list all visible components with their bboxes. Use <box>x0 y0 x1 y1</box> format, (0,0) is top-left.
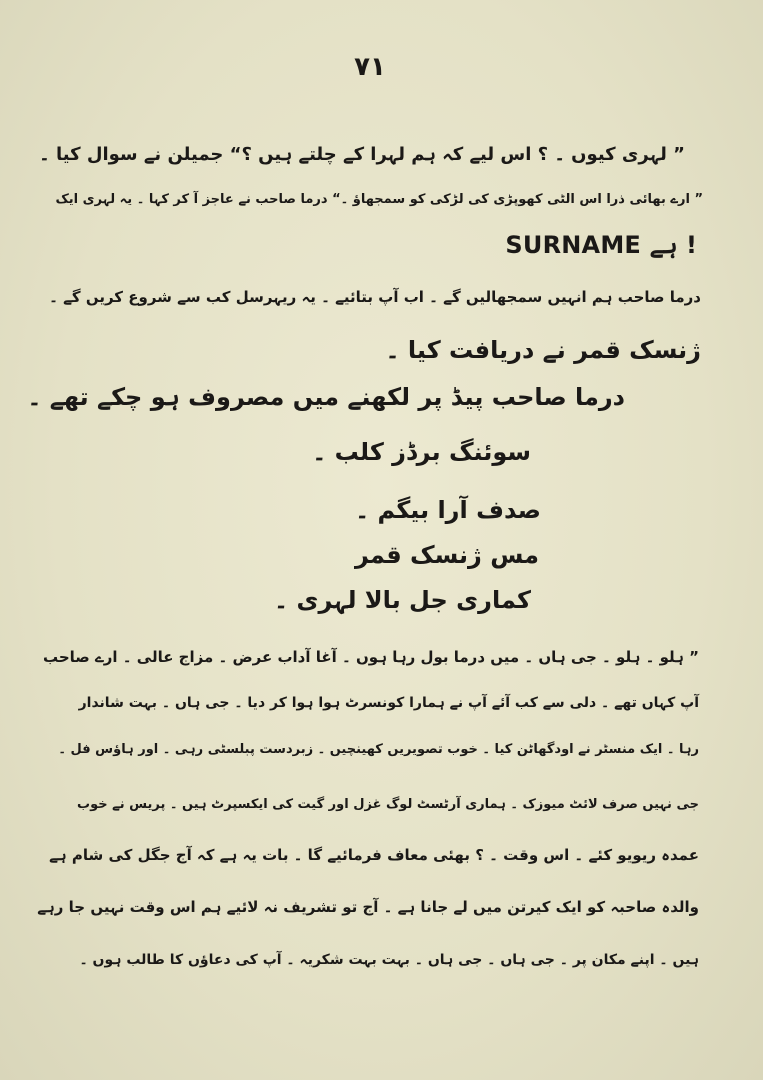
text-line-2: ” ارے بھائی ذرا اس الٹی کھوپڑی کی لڑکی کو سمجھاؤ ۔“ درما صاحب نے عاجز آ کر کہا ۔ یہ لہری ایک <box>55 192 703 207</box>
text-line-13: رہا ۔ ایک منسٹر نے اودگھاٹن کیا ۔ خوب تصویریں کھینچیں ۔ زبردست پبلسٹی رہی ۔ اور ہاؤس فل ۔ <box>58 742 699 757</box>
text-line-7: سوئنگ برڈز کلب ۔ <box>312 438 531 466</box>
text-line-17: ہیں ۔ اپنے مکان پر ۔ جی ہاں ۔ جی ہاں ۔ بہت بہت شکریہ ۔ آپ کی دعاؤں کا طالب ہوں ۔ <box>79 952 699 968</box>
text-line-14: جی نہیں صرف لائٹ میوزک ۔ ہماری آرٹسٹ لوگ غزل اور گیت کی ایکسپرٹ ہیں ۔ پریس نے خوب <box>77 797 699 812</box>
text-line-9: مس ژنسک قمر <box>354 541 539 569</box>
text-line-10: کماری جل بالا لہری ۔ <box>274 586 531 614</box>
text-line-12: آپ کہاں تھے ۔ دلی سے کب آئے آپ نے ہمارا کونسرٹ ہوا ہوا کر دیا ۔ جی ہاں ۔ بہت شاندار <box>78 695 699 711</box>
text-line-11: ” ہلو ۔ ہلو ۔ جی ہاں ۔ میں درما بول رہا ہوں ۔ آغا آداب عرض ۔ مزاج عالی ۔ ارے صاحب <box>42 648 699 666</box>
text-line-8: صدف آرا بیگم ۔ <box>355 496 541 524</box>
text-line-16: والدہ صاحبہ کو ایک کیرتن میں لے جانا ہے ۔ آج تو تشریف نہ لائیے ہم اس وقت نہیں جا رہے <box>37 898 699 916</box>
text-line-5: ژنسک قمر نے دریافت کیا ۔ <box>385 336 701 364</box>
text-line-6: درما صاحب پیڈ پر لکھنے میں مصروف ہو چکے تھے ۔ <box>27 383 625 411</box>
text-line-1: ” لہری کیوں ۔ ؟ اس لیے کہ ہم لہرا کے چلتے ہیں ؟“ جمیلن نے سوال کیا ۔ <box>39 144 685 165</box>
text-line-15: عمدہ ریویو کئے ۔ اس وقت ۔ ؟ بھئی معاف فرمائیے گا ۔ بات یہ ہے کہ آج جگل کی شام ہے <box>49 846 699 864</box>
page-number: ۷۱ <box>354 52 386 82</box>
text-line-4: درما صاحب ہم انہیں سمجھالیں گے ۔ اب آپ بتائیے ۔ یہ ریہرسل کب سے شروع کریں گے ۔ <box>49 288 701 306</box>
text-line-3: SURNAME ہے ! <box>505 231 697 259</box>
